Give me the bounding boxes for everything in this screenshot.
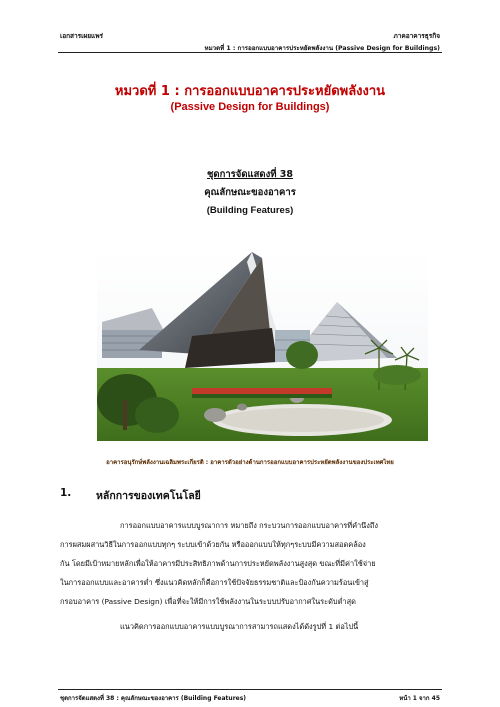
header-left: เอกสารเผยแพร่ [60, 32, 103, 40]
paragraph-1-line: การออกแบบอาคารแบบบูรณาการ หมายถึง กระบวนการออกแบบอาคารที่คำนึงถึง [120, 521, 378, 530]
paragraph-1 [60, 516, 442, 611]
set-title: ชุดการจัดแสดงที่ 38 [206, 169, 294, 180]
photo-caption: อาคารอนุรักษ์พลังงานเฉลิมพระเกียรติ : อาคารตัวอย่างด้านการออกแบบอาคารประหยัดพลังงานของประเทศไทย [106, 459, 394, 466]
section-number: 1. [60, 487, 72, 499]
chapter-subtitle: (Passive Design for Buildings) [170, 101, 330, 113]
page-number: หน้า 1 จาก 45 [399, 695, 440, 702]
header-right: ภาคอาคารธุรกิจ [393, 32, 440, 40]
chapter-title: หมวดที่ 1 : การออกแบบอาคารประหยัดพลังงาน [114, 84, 386, 99]
section-title: หลักการของเทคโนโลยี [96, 490, 201, 502]
header-chapter: หมวดที่ 1 : การออกแบบอาคารประหยัดพลังงาน (Passive Design for Buildings) [204, 45, 440, 52]
set-english-title: (Building Features) [206, 205, 294, 216]
paragraph-1-line: กรอบอาคาร (Passive Design) เพื่อที่จะให้มีการใช้พลังงานในระบบปรับอากาศในระดับต่ำสุด [60, 597, 356, 606]
footer-left: ชุดการจัดแสดงที่ 38 : คุณลักษณะของอาคาร (Building Features) [60, 695, 247, 702]
set-subtitle: คุณลักษณะของอาคาร [204, 187, 296, 198]
paragraph-1-line: ในการออกแบบและอาคารต่ำ ซึ่งแนวคิดหลักก็คือการใช้ปัจจัยธรรมชาติและป้องกันความร้อนเข้าสู่ [60, 578, 369, 587]
paragraph-1-line: กัน โดยมีเป้าหมายหลักเพื่อให้อาคารมีประสิทธิภาพด้านการประหยัดพลังงานสูงสุด ขณะที่มีค่าใช้จ่าย [60, 559, 376, 568]
footer-rule [58, 689, 442, 690]
building-photo [97, 250, 428, 441]
paragraph-2-line: แนวคิดการออกแบบอาคารแบบบูรณาการสามารถแสดงได้ดังรูปที่ 1 ต่อไปนี้ [120, 622, 359, 631]
paragraph-1-line: การผสมผสานวิธีในการออกแบบทุกๆ ระบบเข้าด้วยกัน หรือออกแบบให้ทุกๆระบบมีความสอดคล้อง [60, 540, 366, 549]
paragraph-2 [60, 617, 442, 636]
header-rule [58, 52, 442, 53]
